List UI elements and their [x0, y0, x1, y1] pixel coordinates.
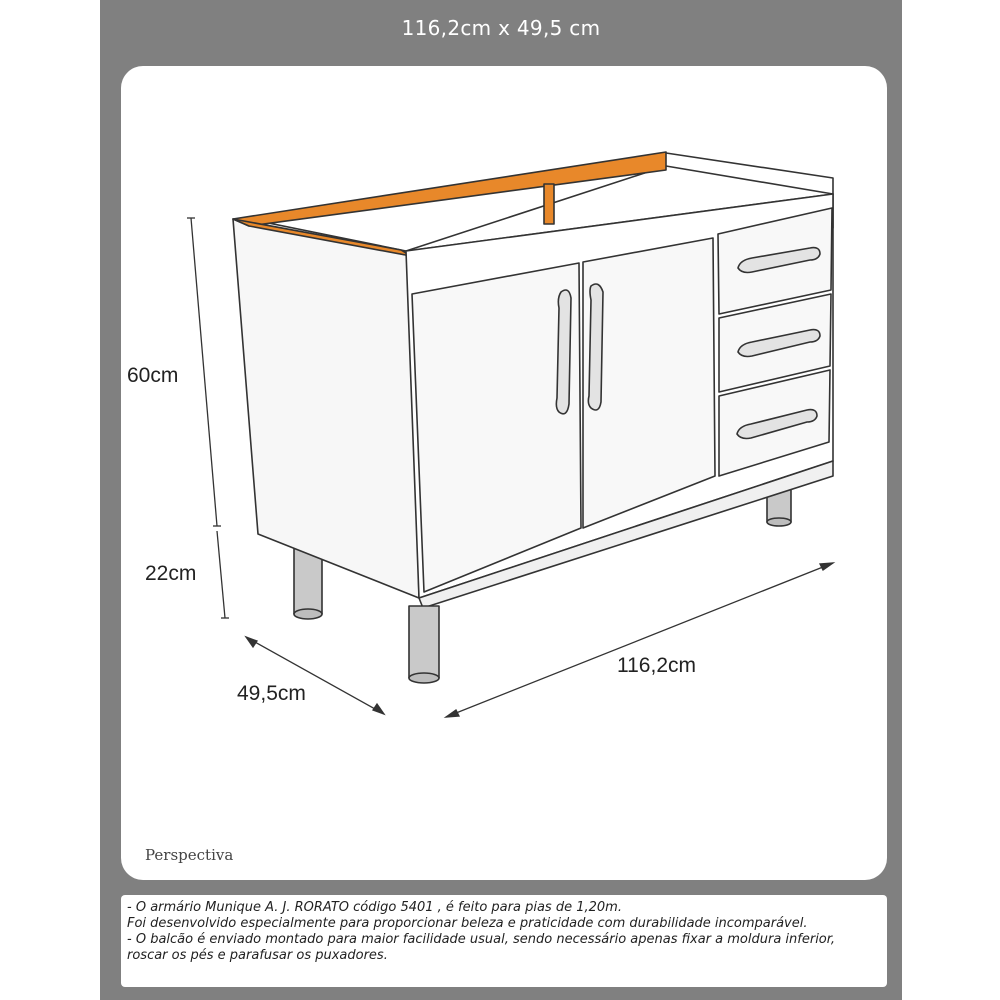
height-feet-label: 22cm — [145, 562, 197, 585]
side-panel — [233, 219, 419, 598]
leg-icon — [294, 548, 322, 619]
page-title: 116,2cm x 49,5 cm — [401, 16, 601, 40]
note-line: Foi desenvolvido especialmente para proporcionar beleza e praticidade com durabilidade incomparável. — [127, 916, 808, 931]
notes-box — [121, 895, 887, 987]
cabinet-drawing — [121, 66, 887, 880]
product-sheet — [100, 0, 902, 1000]
leg-icon — [409, 606, 439, 683]
height-dim-line — [191, 218, 217, 526]
right-door — [583, 238, 715, 528]
drawing-card — [121, 66, 887, 880]
top-post — [544, 184, 554, 224]
feet-dim-line — [217, 531, 225, 618]
note-line: - O balcão é enviado montado para maior facilidade usual, sendo necessário apenas fixar a moldura inferior, — [127, 932, 836, 947]
note-line: - O armário Munique A. J. RORATO código 5401 , é feito para pias de 1,20m. — [127, 900, 622, 915]
height-body-label: 60cm — [127, 364, 179, 387]
width-label: 116,2cm — [617, 654, 696, 677]
depth-label: 49,5cm — [237, 682, 306, 705]
width-dim-line — [446, 563, 833, 717]
note-line: roscar os pés e parafusar os puxadores. — [127, 948, 388, 963]
view-caption: Perspectiva — [145, 846, 234, 864]
